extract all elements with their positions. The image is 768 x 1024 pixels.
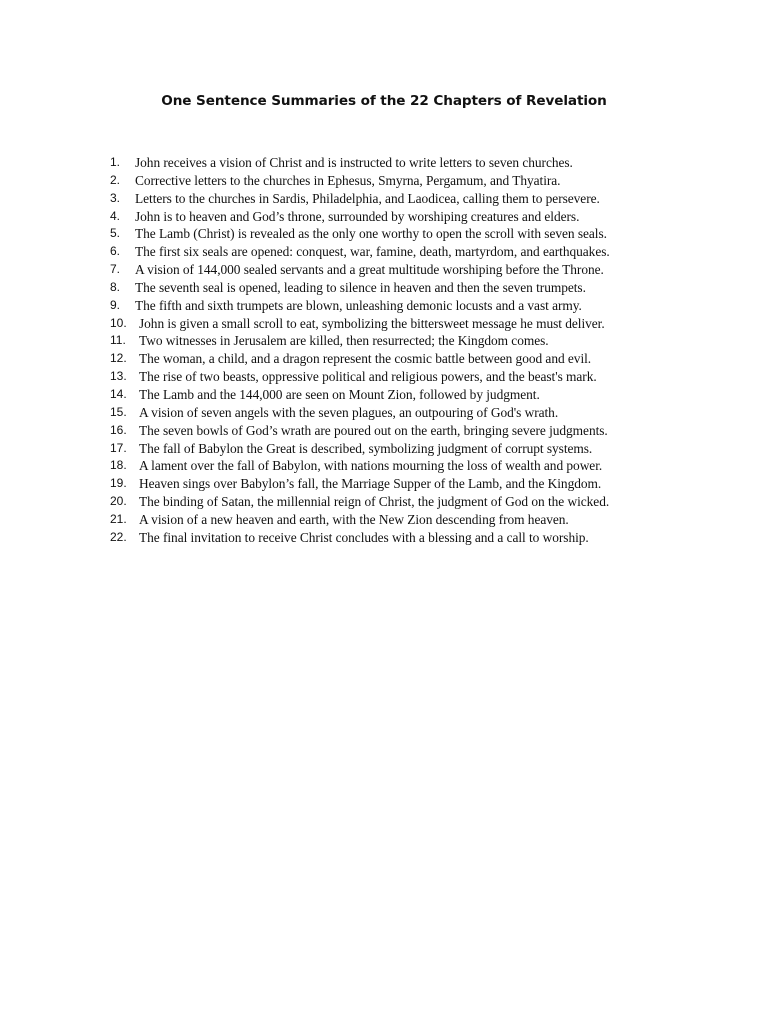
list-item-number: 19.: [110, 476, 127, 491]
list-item-text: A vision of seven angels with the seven plagues, an outpouring of God's wrath.: [139, 404, 559, 420]
list-item-text: The woman, a child, and a dragon represent the cosmic battle between good and evil.: [139, 351, 592, 367]
list-item: [110, 332, 730, 350]
list-item-number: 17.: [110, 440, 127, 455]
list-item: [110, 440, 730, 458]
list-item-number: 20.: [110, 494, 127, 509]
list-item: [110, 261, 730, 279]
list-item-number: 12.: [110, 351, 127, 366]
list-item-text: John is to heaven and God’s throne, surrounded by worshiping creatures and elders.: [135, 208, 580, 224]
list-item-number: 14.: [110, 386, 127, 401]
list-item-text: The seventh seal is opened, leading to silence in heaven and then the seven trumpets.: [135, 279, 586, 295]
list-item-number: 15.: [110, 404, 127, 419]
list-item: [110, 475, 730, 493]
list-item-text: A vision of 144,000 sealed servants and a great multitude worshiping before the Throne.: [135, 262, 604, 278]
list-item: [110, 225, 730, 243]
list-item-text: Heaven sings over Babylon’s fall, the Marriage Supper of the Lamb, and the Kingdom.: [139, 476, 602, 492]
list-item-number: 6.: [110, 244, 121, 259]
list-item-text: The fall of Babylon the Great is described, symbolizing judgment of corrupt systems.: [139, 440, 593, 456]
list-item-text: The final invitation to receive Christ concludes with a blessing and a call to worship.: [139, 529, 589, 545]
list-item-number: 10.: [110, 315, 127, 330]
list-item-text: The rise of two beasts, oppressive political and religious powers, and the beast's mark.: [139, 369, 597, 385]
list-item-text: John is given a small scroll to eat, symbolizing the bittersweet message he must deliver.: [139, 315, 605, 331]
list-item: [110, 190, 730, 208]
list-item-number: 9.: [110, 297, 121, 312]
list-item-number: 13.: [110, 369, 127, 384]
list-item: [110, 279, 730, 297]
list-item-number: 16.: [110, 422, 127, 437]
list-item: [110, 208, 730, 226]
list-item: [110, 493, 730, 511]
list-item-number: 22.: [110, 529, 127, 544]
list-item-text: The first six seals are opened: conquest, war, famine, death, martyrdom, and earthquakes.: [135, 244, 610, 260]
list-item-text: The fifth and sixth trumpets are blown, unleashing demonic locusts and a vast army.: [135, 297, 582, 313]
list-item: [110, 386, 730, 404]
list-item-number: 3.: [110, 190, 121, 205]
list-item-number: 1.: [110, 155, 121, 169]
page-title: One Sentence Summaries of the 22 Chapters of Revelation: [161, 93, 607, 109]
list-item-text: A lament over the fall of Babylon, with nations mourning the loss of wealth and power.: [139, 458, 603, 474]
list-item-text: A vision of a new heaven and earth, with the New Zion descending from heaven.: [139, 511, 569, 527]
list-item-text: John receives a vision of Christ and is instructed to write letters to seven churches.: [135, 155, 573, 170]
list-item: [110, 297, 730, 315]
list-item: [110, 243, 730, 261]
list-item: [110, 350, 730, 368]
list-item-number: 11.: [110, 333, 126, 348]
list-item: [110, 529, 730, 547]
list-item-text: Letters to the churches in Sardis, Philadelphia, and Laodicea, calling them to persevere.: [135, 190, 600, 206]
list-item-number: 5.: [110, 226, 121, 241]
list-item: [110, 422, 730, 440]
list-item: [110, 315, 730, 333]
list-item: [110, 457, 730, 475]
chapter-summary-list: [110, 154, 730, 547]
list-item: [110, 404, 730, 422]
list-item-number: 21.: [110, 511, 127, 526]
list-item: [110, 154, 730, 172]
list-item: [110, 368, 730, 386]
list-item-text: Two witnesses in Jerusalem are killed, then resurrected; the Kingdom comes.: [139, 333, 549, 349]
list-item: [110, 511, 730, 529]
list-item-text: The Lamb and the 144,000 are seen on Mount Zion, followed by judgment.: [139, 386, 540, 402]
list-item-number: 8.: [110, 279, 121, 294]
list-item-number: 18.: [110, 458, 127, 473]
list-item-text: The binding of Satan, the millennial reign of Christ, the judgment of God on the wicked.: [139, 494, 610, 510]
list-item-number: 7.: [110, 262, 121, 277]
list-item-number: 4.: [110, 208, 121, 223]
list-item-number: 2.: [110, 172, 121, 187]
list-item-text: The seven bowls of God’s wrath are poured out on the earth, bringing severe judgments.: [139, 422, 608, 438]
list-item-text: The Lamb (Christ) is revealed as the only one worthy to open the scroll with seven seals.: [135, 226, 607, 242]
list-item: [110, 172, 730, 190]
list-item-text: Corrective letters to the churches in Ephesus, Smyrna, Pergamum, and Thyatira.: [135, 172, 561, 188]
